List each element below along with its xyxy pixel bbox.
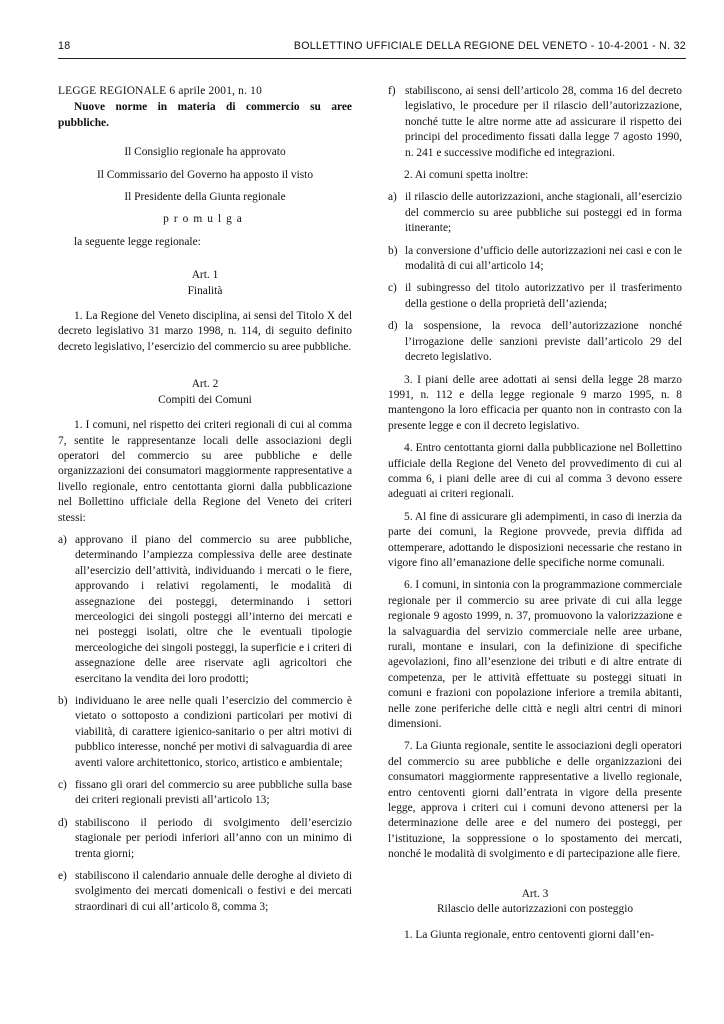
list-text: la conversione d’ufficio delle autorizzazioni nei casi e con le modalità di cui all’articolo 14; <box>405 244 682 273</box>
list-marker: c) <box>388 282 397 295</box>
list-text: il rilascio delle autorizzazioni, anche stagionali, all’esercizio del commercio su aree pubbliche sui posteggi ed in forma itinerante; <box>405 191 682 235</box>
art1-paragraph-1: 1. La Regione del Veneto disciplina, ai sensi del Titolo X del decreto legislativo 31 marzo 1998, n. 114, di seguito definito decreto legislativo, l’esercizio del commercio su aree pubbliche. <box>58 310 352 353</box>
list-item <box>388 281 682 312</box>
art2-paragraph-1: 1. I comuni, nel rispetto dei criteri regionali di cui al comma 7, sentite le rappresentanze locali delle associazioni degli operatori del commercio su aree pubbliche e delle organizzazioni dei consumatori maggiormente rappresentative a livello regionale, entro centottanta giorni dalla pubblicazione nel Bollettino ufficiale della Regione del Veneto dei criteri stessi: <box>58 419 352 524</box>
list-text: individuano le aree nelle quali l’esercizio del commercio è vietato o sottoposto a condizioni particolari per motivi di viabilità, di carattere igienico-sanitario o per altri motivi di pubblico interesse, nonché per motivi di salvaguardia di aree aventi valore architettonico, storico, artistico e ambientale; <box>75 695 352 769</box>
law-subtitle: Nuove norme in materia di commercio su aree pubbliche. <box>58 101 352 129</box>
page-header <box>58 40 686 58</box>
art2-paragraph-3: 3. I piani delle aree adottati ai sensi della legge 28 marzo 1991, n. 112 e della legge regionale 9 marzo 1995, n. 8 mantengono la loro efficacia per quanto non in contrasto con la presente legge e con il decreto legislativo. <box>388 373 682 432</box>
list-item <box>388 319 682 365</box>
list-item <box>388 84 682 161</box>
art2-paragraph-5: 5. Al fine di assicurare gli adempimenti, in caso di inerzia da parte dei comuni, la Regione provvede, previa diffida ad ottemperare, adottando le disposizioni necessarie che restano in vigore fino all’emanazione delle specifiche norme comunali. <box>388 510 682 569</box>
art2-title: Compiti dei Comuni <box>158 393 252 406</box>
art3-title: Rilascio delle autorizzazioni con posteggio <box>436 903 634 916</box>
art2-paragraph-2: 2. Ai comuni spetta inoltre: <box>404 169 529 182</box>
list-item <box>388 190 682 236</box>
list-marker: a) <box>388 191 397 204</box>
list-marker: d) <box>58 816 68 829</box>
left-column <box>58 84 352 922</box>
list-text: il subingresso del titolo autorizzativo per il trasferimento della gestione o della proprietà dell’azienda; <box>405 282 682 310</box>
list-text: la sospensione, la revoca dell’autorizzazione nonché l’irrogazione delle sanzioni previste dall’articolo 29 del decreto legislativo. <box>405 320 682 364</box>
art1-title: Finalità <box>187 284 223 297</box>
list-marker: a) <box>58 533 67 546</box>
promulga-line: promulga <box>163 213 247 226</box>
list-text: stabiliscono, ai sensi dell’articolo 28, comma 16 del decreto legislativo, le procedure per il rilascio dell’autorizzazione, nonché tutte le altre norme atte ad assicurare il rispetto dei principi del procedimento fissati dalla legge 7 agosto 1990, n. 241 e successive modifiche ed integrazioni. <box>405 85 682 159</box>
header-rule <box>58 58 686 59</box>
commissioner-line: Il Commissario del Governo ha apposto il visto <box>96 168 314 181</box>
art2-paragraph-6: 6. I comuni, in sintonia con la programmazione commerciale regionale per il commercio su aree private di cui alla legge regionale 9 agosto 1999, n. 37, promuovono la valorizzazione e la salvaguardia del servizio commerciale nelle aree urbane, rurali, montane e insulari, con la definizione di specifiche agevolazioni, fino all’esenzione dei tributi e di altre entrate di competenza, per le attività effettuate su posteggi situati in comuni e frazioni con popolazione inferiore a tremila abitanti, nelle zone periferiche delle città e negli altri centri di minori dimensioni. <box>388 579 682 731</box>
list-marker: f) <box>388 85 396 97</box>
page-number: 18 <box>58 40 71 52</box>
following-line: la seguente legge regionale: <box>74 235 201 248</box>
art3-heading: Art. 3 <box>521 887 549 900</box>
president-line: Il Presidente della Giunta regionale <box>124 191 286 204</box>
list-item <box>58 816 352 862</box>
list-marker: c) <box>58 779 67 792</box>
approval-line: Il Consiglio regionale ha approvato <box>124 146 286 159</box>
list-marker: b) <box>388 244 398 257</box>
list-text: approvano il piano del commercio su aree pubbliche, determinando l’ampiezza complessiva delle aree destinate all’esercizio dell’attività, individuando i mercati o le fiere, approvando i relativi regolamenti, le modalità di assegnazione dei posteggi, determinando i settori merceologici dei singoli posteggi all’interno dei mercati e nei posteggi isolati, oltre che le eventuali tipologie merceologiche dei singoli posteggi, la superficie e i criteri di assegnazione delle aree riservate agli agricoltori che esercitano la vendita dei loro prodotti; <box>75 533 352 685</box>
list-text: fissano gli orari del commercio su aree pubbliche sulla base dei criteri regionali previsti all’articolo 13; <box>75 779 352 807</box>
art1-heading-block <box>58 268 352 299</box>
list-item <box>58 533 352 687</box>
art2-paragraph-7: 7. La Giunta regionale, sentite le associazioni degli operatori del commercio su aree pubbliche e delle organizzazioni dei consumatori maggiormente rappresentative a livello regionale, entro centoventi giorni dall’entrata in vigore della presente legge, approva i criteri cui i comuni devono attenersi per la determinazione delle aree e del numero dei posteggi, per l’istituzione, la soppressione o lo spostamento dei mercati, nonché le modalità di svolgimento e di partecipazione alle fiere. <box>388 740 682 861</box>
art3-heading-block <box>388 887 682 918</box>
right-column <box>388 84 682 950</box>
list-item <box>58 694 352 771</box>
art2-heading: Art. 2 <box>191 378 219 391</box>
art1-heading: Art. 1 <box>191 269 219 282</box>
art2-paragraph-4: 4. Entro centottanta giorni dalla pubblicazione nel Bollettino ufficiale della Regione del Veneto del provvedimento di cui al comma 6, i piani delle aree di cui al comma 3 devono essere adeguati ai criteri regionali. <box>388 442 682 501</box>
law-title: LEGGE REGIONALE 6 aprile 2001, n. 10 <box>58 85 262 97</box>
publication-title: BOLLETTINO UFFICIALE DELLA REGIONE DEL VENETO - 10-4-2001 - N. 32 <box>293 40 686 52</box>
art3-paragraph-1: 1. La Giunta regionale, entro centoventi giorni dall’en- <box>404 928 655 941</box>
list-text: stabiliscono il periodo di svolgimento dell’esercizio stagionale per periodi inferiori all’anno con un minimo di trenta giorni; <box>75 816 352 860</box>
list-item <box>58 778 352 809</box>
list-marker: e) <box>58 870 67 883</box>
list-text: stabiliscono il calendario annuale delle deroghe al divieto di svolgimento dei mercati domenicali o festivi e dei mercati straordinari di cui all’articolo 8, comma 3; <box>75 870 352 913</box>
list-marker: b) <box>58 695 68 707</box>
list-marker: d) <box>388 320 398 333</box>
list-item <box>58 869 352 915</box>
list-item <box>388 244 682 275</box>
art2-heading-block <box>58 377 352 408</box>
